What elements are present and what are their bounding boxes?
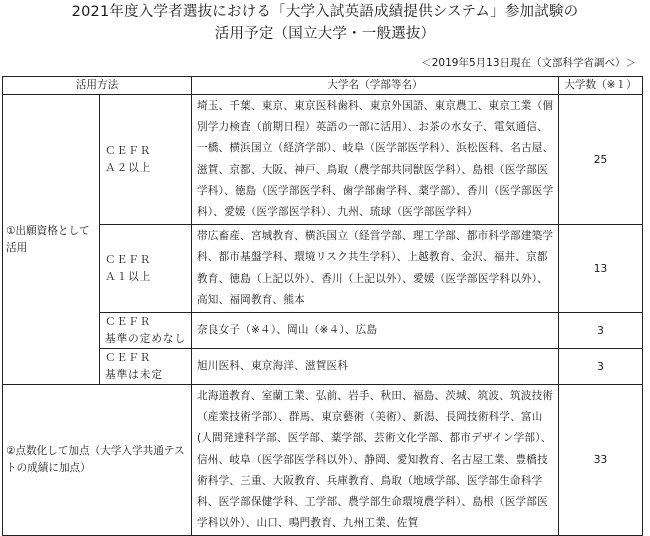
document-title-line2: 活用予定（国立大学・一般選抜） [214,26,436,42]
header-university-names: 大学名（学部等名） [192,77,559,95]
cefr-level-cell: ＣＥＦＲ 基準の定めなし [100,313,192,349]
cefr-level-cell: ＣＥＦＲ Ａ１以上 [100,225,192,313]
university-list-cell: 帯広畜産、宮城教育、横浜国立（経営学部、理工学部、都市科学部建築学科、都市基盤学科、環境リスク共生学科）、上越教育、金沢、福井、京都教育、徳島（上記以外）、香川（上記以外）、愛媛（医学部医学科以外）、高知、福岡教育、熊本 [192,225,559,313]
university-count-cell: 25 [559,95,643,225]
university-list-cell: 旭川医科、東京海洋、滋賀医科 [192,349,559,385]
as-of-note: ＜2019年5月13日現在（文部科学省調べ）＞ [421,57,636,69]
university-count-cell: 3 [559,349,643,385]
table-row [3,385,643,536]
university-count-cell: 13 [559,225,643,313]
university-list-cell: 奈良女子（※４）、岡山（※４）、広島 [192,313,559,349]
table-header-row [3,77,643,95]
cefr-level-cell: ＣＥＦＲ 基準は未定 [100,349,192,385]
table-row [3,95,643,225]
header-university-count: 大学数（※１） [559,77,643,95]
method-cell-eligibility: ①出願資格として活用 [3,95,100,385]
university-count-cell: 3 [559,313,643,349]
document-title-line1: 2021年度入学者選抜における「大学入試英語成績提供システム」参加試験の [71,4,579,20]
university-list-cell: 埼玉、千葉、東京、東京医科歯科、東京外国語、東京農工、東京工業（個別学力検査（前期日程）英語の一部に活用）、お茶の水女子、電気通信、一橋、横浜国立（経済学部）、岐阜（医学部医学科）、浜松医科、名古屋、滋賀、京都、大阪、神戸、鳥取（農学部共同獣医学科）、島根（医学部医学科）、徳島（医学部医学科、歯学部歯学科、薬学部）、香川（医学部医学科）、愛媛（医学部医学科）、九州、琉球（医学部医学科） [192,95,559,225]
university-count-cell: 33 [559,385,643,536]
header-method: 活用方法 [3,77,192,95]
method-cell-score-addition: ②点数化して加点（大学入学共通テストの成績に加点） [3,385,192,536]
english-test-usage-table [2,76,643,536]
university-list-cell: 北海道教育、室蘭工業、弘前、岩手、秋田、福島、茨城、筑波、筑波技術（産業技術学部）、群馬、東京藝術（美術）、新潟、長岡技術科学、富山(人間発達科学部、医学部、薬学部、芸術文化学部、都市デザイン学部）、信州、岐阜（医学部医学科以外）、静岡、愛知教育、名古屋工業、豊橋技術科学、三重、大阪教育、兵庫教育、鳥取（地域学部、医学部生命科学科、医学部保健学科、工学部、農学部生命環境農学科）、島根（医学部医学科以外）、山口、鳴門教育、九州工業、佐賀 [192,385,559,536]
cefr-level-cell: ＣＥＦＲ Ａ２以上 [100,95,192,225]
